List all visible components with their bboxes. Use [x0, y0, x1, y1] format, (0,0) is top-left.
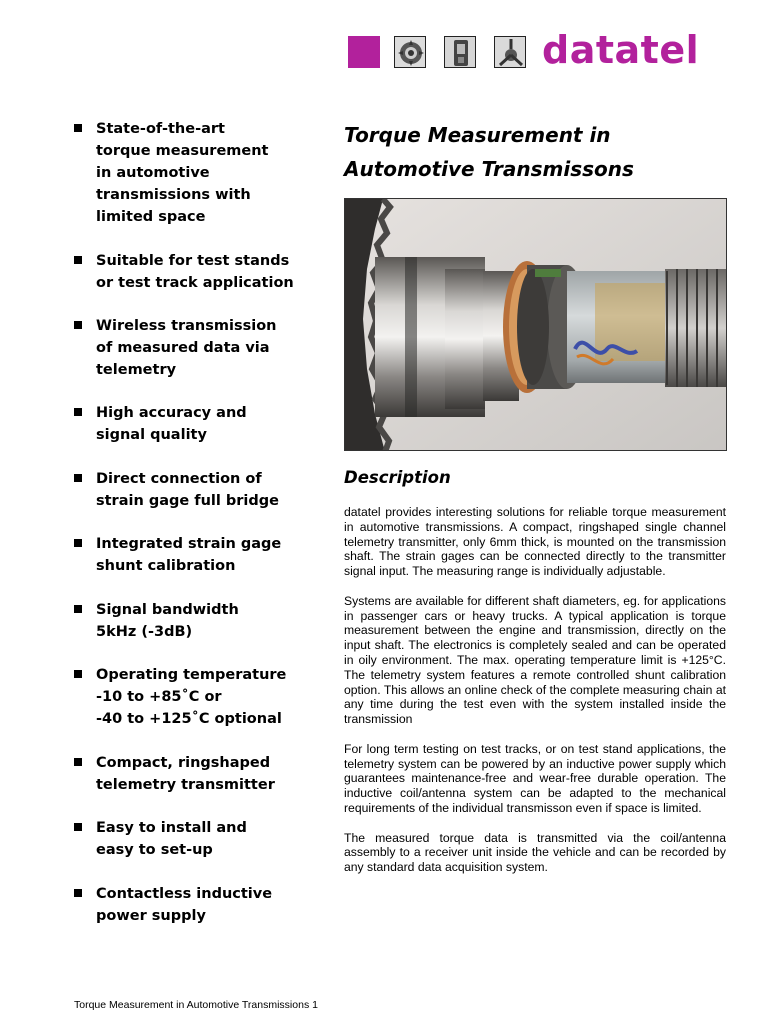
product-photo: [344, 198, 727, 451]
logo-antenna-icon: [494, 36, 526, 68]
brand-name: datatel: [542, 28, 700, 72]
bullet-square-icon: [74, 539, 82, 547]
feature-text: High accuracy and signal quality: [96, 405, 247, 443]
bullet-square-icon: [74, 408, 82, 416]
description-paragraph: The measured torque data is transmitted via the coil/antenna assembly to a receiver unit inside the vehicle and can be recorded by any standard data acquisition system.: [344, 830, 726, 875]
description-body: [344, 505, 726, 890]
description-paragraph: datatel provides interesting solutions for reliable torque measurement in automotive transmissions. A compact, ringshaped single channel telemetry transmitter, only 6mm thick, is mounted on the transmission shaft. The strain gages can be connected directly to the transmitter signal input. The measuring range is individually adjustable.: [344, 505, 726, 579]
logo-square: [348, 36, 380, 68]
feature-text: Integrated strain gage shunt calibration: [96, 536, 282, 574]
bullet-square-icon: [74, 474, 82, 482]
bullet-square-icon: [74, 758, 82, 766]
feature-text: Contactless inductive power supply: [96, 886, 273, 924]
page-title: Torque Measurement in Automotive Transmissons: [344, 123, 634, 181]
bullet-square-icon: [74, 256, 82, 264]
bullet-square-icon: [74, 605, 82, 613]
logo-gear-icon: [394, 36, 426, 68]
logo-sensor-icon: [444, 36, 476, 68]
feature-text: Suitable for test stands or test track application: [96, 253, 294, 291]
feature-text: State-of-the-art torque measurement in automotive transmissions with limited space: [96, 121, 269, 225]
feature-text: Direct connection of strain gage full bridge: [96, 471, 279, 509]
datatel-logo: [348, 28, 728, 74]
feature-text: Wireless transmission of measured data via telemetry: [96, 318, 277, 378]
description-paragraph: Systems are available for different shaft diameters, eg. for applications in passenger cars or heavy trucks. A typical application is torque measurement between the engine and transmission, directly on the input shaft. The electronics is completely sealed and can be operated in oily environment. The max. operating temperature limit is +125°C. The telemetry system features a remote controlled shunt calibration option. This allows an online check of the complete measuring chain at any time during the test even with the system installed inside the transmission: [344, 593, 726, 727]
feature-text: Compact, ringshaped telemetry transmitter: [96, 755, 275, 793]
description-heading: Description: [344, 468, 451, 487]
description-paragraph: For long term testing on test tracks, or on test stand applications, the telemetry system can be powered by an inductive power supply which guarantees maintenance-free and wear-free durable operation. The inductive coil/antenna system can be adapted to the mechanical requirements of the individual transmisson even if space is limited.: [344, 741, 726, 815]
bullet-square-icon: [74, 889, 82, 897]
bullet-square-icon: [74, 823, 82, 831]
feature-text: Easy to install and easy to set-up: [96, 820, 247, 858]
feature-text: Signal bandwidth 5kHz (-3dB): [96, 602, 239, 640]
page-footer: Torque Measurement in Automotive Transmissions 1: [74, 999, 318, 1011]
bullet-square-icon: [74, 670, 82, 678]
bullet-square-icon: [74, 321, 82, 329]
feature-text: Operating temperature -10 to +85˚C or -40 to +125˚C optional: [96, 667, 287, 727]
bullet-square-icon: [74, 124, 82, 132]
